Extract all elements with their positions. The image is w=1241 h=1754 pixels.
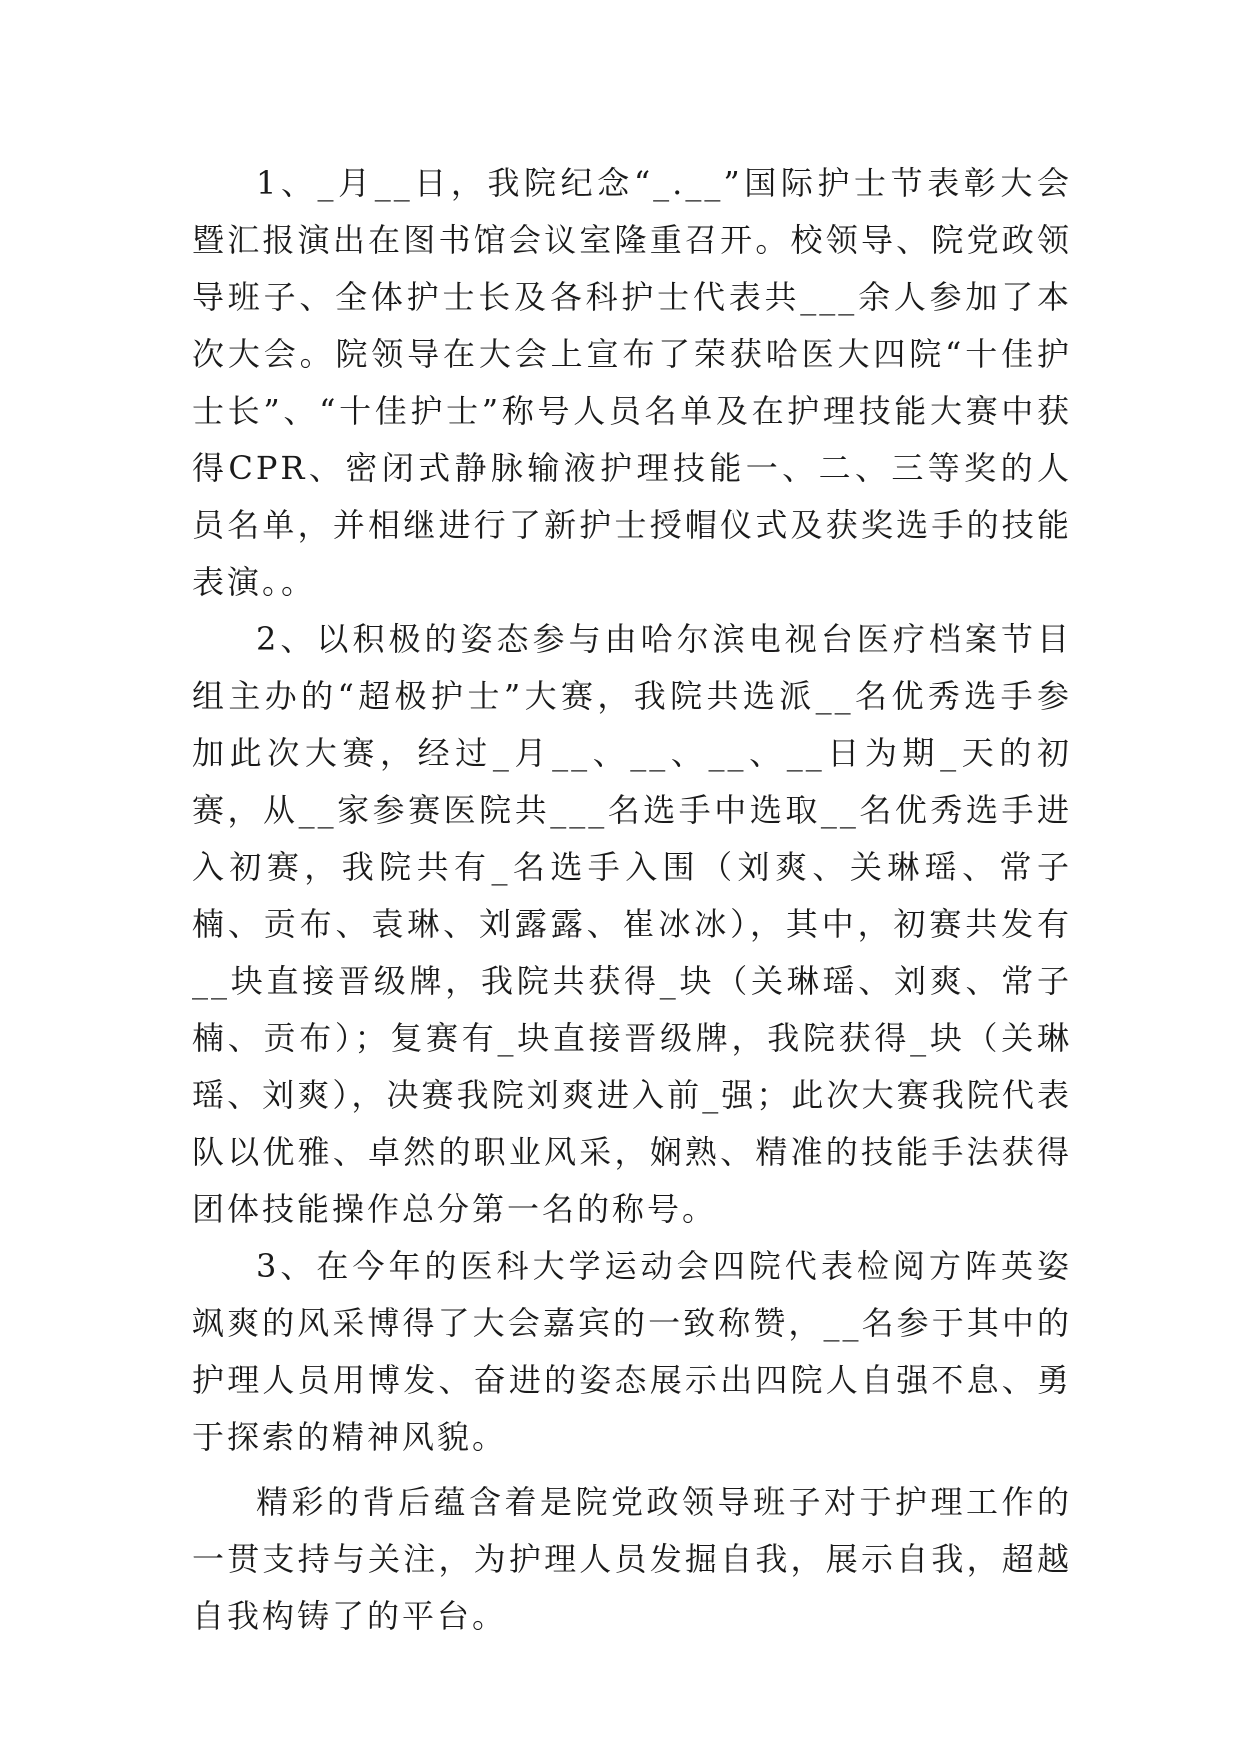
paragraph-4: 精彩的背后蕴含着是院党政领导班子对于护理工作的一贯支持与关注，为护理人员发掘自我，展示自我，超越自我构铸了的平台。 xyxy=(192,1483,1072,1635)
paragraph-2: 2、以积极的姿态参与由哈尔滨电视台医疗档案节目组主办的“超极护士”大赛，我院共选派__名优秀选手参加此次大赛，经过_月__、__、__、__日为期_天的初赛，从__家参赛医院共___名选手中选取__名优秀选手进入初赛，我院共有_名选手入围（刘爽、关琳瑶、常子楠、贡布、袁琳、刘露露、崔冰冰），其中，初赛共发有__块直接晋级牌，我院共获得_块（关琳瑶、刘爽、常子楠、贡布）；复赛有_块直接晋级牌，我院获得_块（关琳瑶、刘爽），决赛我院刘爽进入前_强；此次大赛我院代表队以优雅、卓然的职业风采，娴熟、精准的技能手法获得团体技能操作总分第一名的称号。 xyxy=(192,620,1072,1228)
document-body xyxy=(192,155,1072,1645)
paragraph-3: 3、在今年的医科大学运动会四院代表检阅方阵英姿飒爽的风采博得了大会嘉宾的一致称赞，__名参于其中的护理人员用博发、奋进的姿态展示出四院人自强不息、勇于探索的精神风貌。 xyxy=(192,1247,1072,1456)
paragraph-1: 1、_月__日，我院纪念“_.__”国际护士节表彰大会暨汇报演出在图书馆会议室隆重召开。校领导、院党政领导班子、全体护士长及各科护士代表共___余人参加了本次大会。院领导在大会上宣布了荣获哈医大四院“十佳护士长”、“十佳护士”称号人员名单及在护理技能大赛中获得CPR、密闭式静脉输液护理技能一、二、三等奖的人员名单，并相继进行了新护士授帽仪式及获奖选手的技能表演。。 xyxy=(192,164,1072,601)
